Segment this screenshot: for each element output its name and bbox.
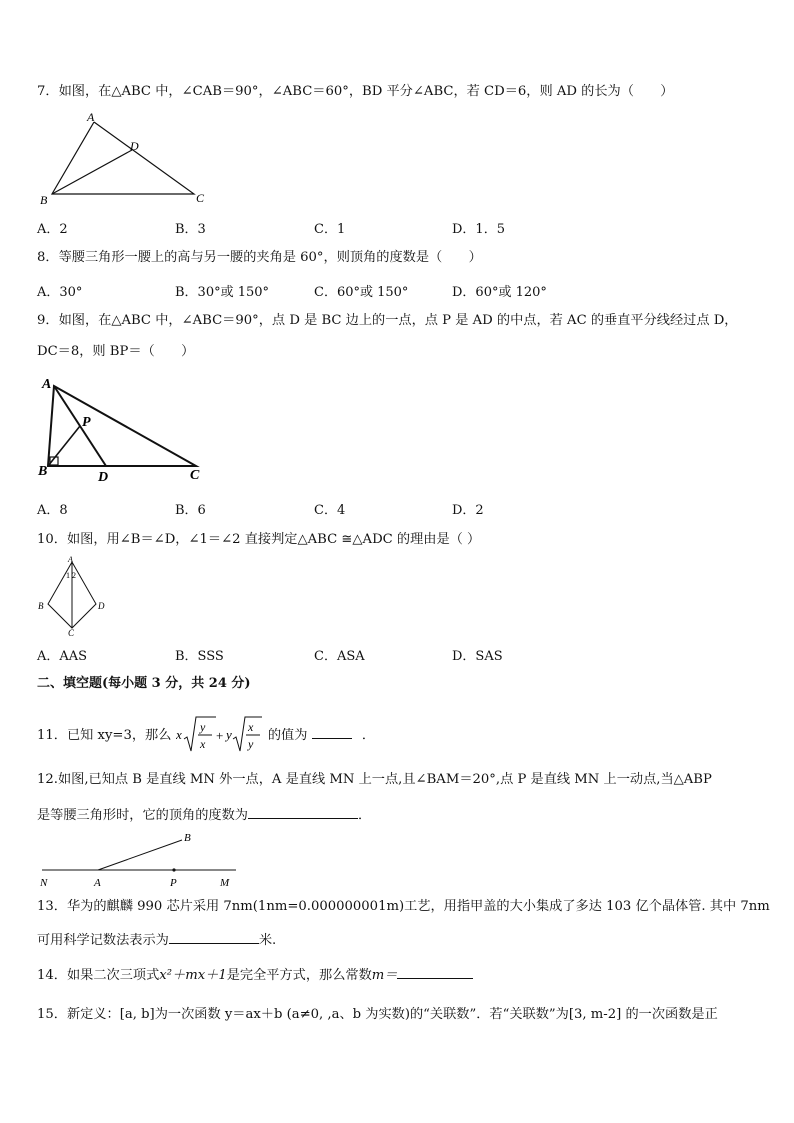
q7-option-a[interactable]: A．2	[37, 222, 68, 237]
q9-label-b: B	[38, 464, 48, 479]
q9-label-d: D	[98, 470, 109, 485]
section-2-heading: 二、填空题(每小题 3 分，共 24 分)	[37, 676, 251, 691]
q10-label-d: D	[98, 601, 105, 611]
q8-option-d[interactable]: D．60°或 120°	[452, 285, 547, 300]
q10-option-d[interactable]: D．SAS	[452, 649, 503, 664]
question-9-line-1: 9．如图，在△ABC 中，∠ABC＝90°，点 D 是 BC 边上的一点，点 P 是 AD 的中点，若 AC 的垂直平分线经过点 D，	[37, 313, 738, 328]
q11-end: ．	[361, 728, 375, 743]
question-8-text: 8．等腰三角形一腰上的高与另一腰的夹角是 60°，则顶角的度数是（ ）	[37, 250, 482, 265]
q7-label-c: C	[196, 191, 205, 205]
q14-prefix: 14．如果二次三项式	[37, 968, 160, 983]
q9-label-p: P	[82, 415, 91, 430]
q12-end: ．	[358, 808, 372, 823]
q7-option-d[interactable]: D．1．5	[452, 222, 505, 237]
question-12-line-2	[37, 804, 371, 826]
svg-text:x: x	[199, 736, 205, 751]
q7-label-b: B	[40, 193, 48, 206]
q12-answer-blank[interactable]	[248, 804, 358, 819]
q10-option-b[interactable]: B．SSS	[175, 649, 224, 664]
svg-text:y: y	[225, 726, 232, 742]
q7-label-d: D	[130, 139, 139, 153]
q9-label-a: A	[42, 377, 52, 392]
q14-middle: 是完全平方式，那么常数	[226, 968, 372, 983]
q11-suffix: 的值为	[267, 728, 308, 743]
q10-option-c[interactable]: C．ASA	[314, 649, 365, 664]
q12-label-p: P	[170, 877, 177, 889]
q9-option-a[interactable]: A．8	[37, 503, 68, 518]
question-15-text: 15．新定义：[a, b]为一次函数 y＝ax＋b (a≠0, ,a、b 为实数)的“关联数”．若“关联数”为[3, m-2] 的一次函数是正	[37, 1007, 718, 1022]
q11-formula	[176, 713, 264, 757]
q10-label-b: B	[38, 601, 44, 611]
q8-option-a[interactable]: A．30°	[37, 285, 83, 300]
q11-prefix: 11．已知 xy=3，那么	[37, 728, 172, 743]
question-13-line-2	[37, 929, 276, 951]
question-9-line-2: DC＝8，则 BP＝（ ）	[37, 344, 195, 359]
svg-text:x: x	[175, 726, 182, 742]
svg-text:y: y	[247, 736, 253, 751]
svg-text:y: y	[199, 719, 205, 734]
q7-label-a: A	[87, 110, 95, 124]
q9-option-d[interactable]: D．2	[452, 503, 484, 518]
question-7-figure	[38, 110, 218, 206]
q8-option-b[interactable]: B．30°或 150°	[175, 285, 270, 300]
q10-label-c: C	[68, 628, 75, 638]
question-7-text: 7．如图，在△ABC 中，∠CAB＝90°，∠ABC＝60°，BD 平分∠ABC，若 CD＝6，则 AD 的长为（ ）	[37, 84, 674, 99]
svg-text:x: x	[247, 719, 253, 734]
question-12-line-1: 12.如图,已知点 B 是直线 MN 外一点，A 是直线 MN 上一点,且∠BAM＝20°,点 P 是直线 MN 上一动点,当△ABP	[37, 772, 712, 787]
q13-answer-blank[interactable]	[169, 929, 259, 944]
q14-polynomial: x²＋mx＋1	[159, 968, 227, 983]
q12-label-a: A	[94, 877, 101, 889]
q14-variable: m＝	[371, 968, 398, 983]
question-14	[37, 964, 473, 986]
q12-line-2-text: 是等腰三角形时，它的顶角的度数为	[37, 808, 248, 823]
question-11	[37, 719, 375, 751]
q10-option-a[interactable]: A．AAS	[37, 649, 88, 664]
question-13-line-1: 13．华为的麒麟 990 芯片采用 7nm(1nm=0.000000001m)工艺，用指甲盖的大小集成了多达 103 亿个晶体管. 其中 7nm	[37, 899, 770, 914]
q9-option-b[interactable]: B．6	[175, 503, 206, 518]
q12-label-n: N	[40, 877, 48, 889]
question-10-figure	[36, 556, 116, 638]
q12-label-b: B	[184, 832, 191, 844]
q9-option-c[interactable]: C．4	[314, 503, 346, 518]
question-12-figure	[36, 828, 246, 890]
q10-label-a: A	[68, 556, 73, 564]
q10-angle-labels: 1 2	[66, 571, 76, 580]
q7-option-b[interactable]: B．3	[175, 222, 206, 237]
q12-label-m: M	[220, 877, 230, 889]
svg-text:+: +	[215, 727, 223, 743]
q8-option-c[interactable]: C．60°或 150°	[314, 285, 409, 300]
q7-option-c[interactable]: C．1	[314, 222, 346, 237]
q11-answer-blank[interactable]	[312, 724, 352, 739]
question-9-figure	[36, 374, 208, 486]
q13-line-2-text: 可用科学记数法表示为	[37, 933, 169, 948]
q9-label-c: C	[190, 468, 200, 483]
question-10-text: 10．如图，用∠B＝∠D，∠1＝∠2 直接判定△ABC ≅△ADC 的理由是（ ）	[37, 532, 481, 547]
q13-end: 米.	[258, 933, 277, 948]
q14-answer-blank[interactable]	[397, 964, 473, 979]
